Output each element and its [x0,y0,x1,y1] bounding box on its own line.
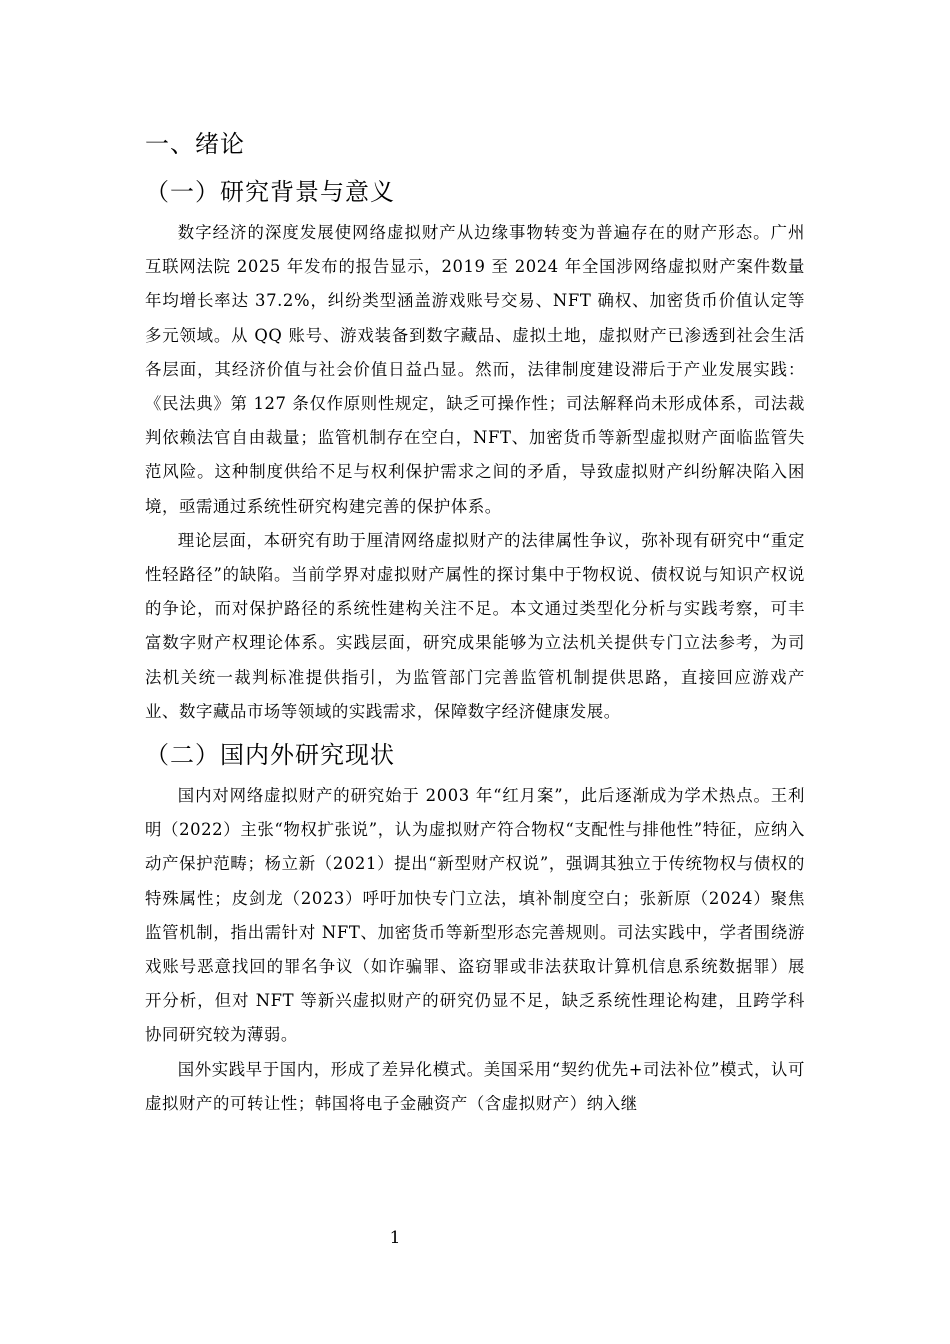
page-number: 1 [389,1228,401,1248]
paragraph-domestic-research: 国内对网络虚拟财产的研究始于 2003 年“红月案”，此后逐渐成为学术热点。王利明（2022）主张“物权扩张说”，认为虚拟财产符合物权“支配性与排他性”特征，应纳入动产保护范畴；杨立新（2021）提出“新型财产权说”，强调其独立于传统物权与债权的特殊属性；皮剑龙（2023）呼吁加快专门立法，填补制度空白；张新原（2024）聚焦监管机制，指出需针对 NFT、加密货币等新型形态完善规则。司法实践中，学者围绕游戏账号恶意找回的罪名争议（如诈骗罪、盗窃罪或非法获取计算机信息系统数据罪）展开分析，但对 NFT 等新兴虚拟财产的研究仍显不足，缺乏系统性理论构建，且跨学科协同研究较为薄弱。 [145,786,805,1045]
paragraph-background: 数字经济的深度发展使网络虚拟财产从边缘事物转变为普遍存在的财产形态。广州互联网法院 2025 年发布的报告显示，2019 至 2024 年全国涉网络虚拟财产案件数量年均增长率达 37.2%，纠纷类型涵盖游戏账号交易、NFT 确权、加密货币价值认定等多元领域。从 QQ 账号、游戏装备到数字藏品、虚拟土地，虚拟财产已渗透到社会生活各层面，其经济价值与社会价值日益凸显。然而，法律制度建设滞后于产业发展实践：《民法典》第 127 条仅作原则性规定，缺乏可操作性；司法解释尚未形成体系，司法裁判依赖法官自由裁量；监管机制存在空白，NFT、加密货币等新型虚拟财产面临监管失范风险。这种制度供给不足与权利保护需求之间的矛盾，导致虚拟财产纠纷解决陷入困境，亟需通过系统性研究构建完善的保护体系。 [145,223,805,516]
chapter-heading: 一、绪论 [145,130,245,158]
paragraph-foreign-research: 国外实践早于国内，形成了差异化模式。美国采用“契约优先+司法补位”模式，认可虚拟财产的可转让性；韩国将电子金融资产（含虚拟财产）纳入继 [145,1059,805,1113]
section-heading-background: （一）研究背景与意义 [145,178,395,206]
section-heading-research-status: （二）国内外研究现状 [145,741,395,770]
page-footer [0,1226,950,1250]
paragraph-significance: 理论层面，本研究有助于厘清网络虚拟财产的法律属性争议，弥补现有研究中“重定性轻路径”的缺陷。当前学界对虚拟财产属性的探讨集中于物权说、债权说与知识产权说的争论，而对保护路径的系统性建构关注不足。本文通过类型化分析与实践考察，可丰富数字财产权理论体系。实践层面，研究成果能够为立法机关提供专门立法参考，为司法机关统一裁判标准提供指引，为监管部门完善监管机制提供思路，直接回应游戏产业、数字藏品市场等领域的实践需求，保障数字经济健康发展。 [145,530,805,721]
page-content [145,126,805,1121]
